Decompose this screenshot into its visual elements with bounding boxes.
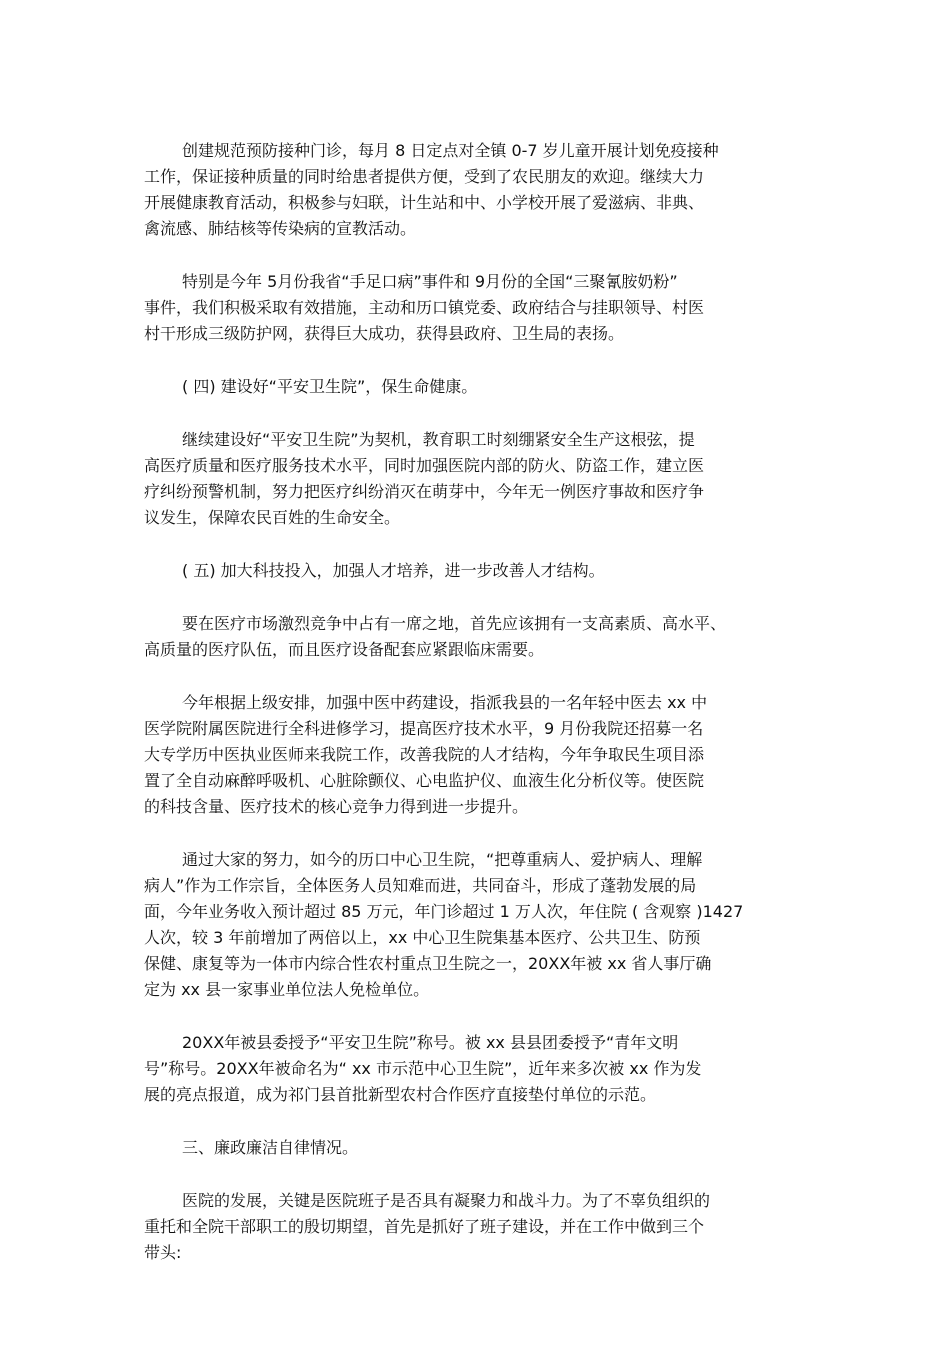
paragraph (144, 427, 809, 531)
paragraph-line: 人次，较 3 年前增加了两倍以上，xx 中心卫生院集基本医疗、公共卫生、防预 (144, 928, 701, 947)
paragraph-line: 事件，我们积极采取有效措施，主动和历口镇党委、政府结合与挂职领导、村医 (144, 298, 705, 317)
paragraph-line: 医学院附属医院进行全科进修学习，提高医疗技术水平，9 月份我院还招募一名 (144, 719, 704, 738)
paragraph-line: 创建规范预防接种门诊，每月 8 日定点对全镇 0-7 岁儿童开展计划免疫接种 (182, 141, 719, 160)
paragraph-line: 村干形成三级防护网，获得巨大成功，获得县政府、卫生局的表扬。 (144, 324, 625, 343)
paragraph-line: 重托和全院干部职工的殷切期望，首先是抓好了班子建设，并在工作中做到三个 (144, 1217, 705, 1236)
paragraph-line: 带头: (144, 1243, 182, 1262)
document-body (144, 138, 809, 1293)
paragraph-line: 置了全自动麻醉呼吸机、心脏除颤仪、心电监护仪、血液生化分析仪等。使医院 (144, 771, 705, 790)
paragraph-line: 20XX年被县委授予“平安卫生院”称号。被 xx 县县团委授予“青年文明 (182, 1033, 679, 1052)
paragraph-line: ( 四) 建设好“平安卫生院”，保生命健康。 (182, 377, 478, 396)
paragraph-line: 疗纠纷预警机制，努力把医疗纠纷消灭在萌芽中，今年无一例医疗事故和医疗争 (144, 482, 705, 501)
paragraph (144, 138, 809, 242)
paragraph (144, 611, 809, 663)
paragraph (144, 1030, 809, 1108)
paragraph-line: 医院的发展，关键是医院班子是否具有凝聚力和战斗力。为了不辜负组织的 (182, 1191, 711, 1210)
paragraph-line: 面，今年业务收入预计超过 85 万元，年门诊超过 1 万人次，年住院 ( 含观察 )1427 (144, 902, 744, 921)
paragraph-line: 病人”作为工作宗旨，全体医务人员知难而进，共同奋斗，形成了蓬勃发展的局 (144, 876, 697, 895)
paragraph-line: ( 五) 加大科技投入，加强人才培养，进一步改善人才结构。 (182, 561, 605, 580)
paragraph-line: 定为 xx 县一家事业单位法人免检单位。 (144, 980, 430, 999)
paragraph-line: 禽流感、肺结核等传染病的宣教活动。 (144, 219, 417, 238)
paragraph-line: 开展健康教育活动，积极参与妇联，计生站和中、小学校开展了爱滋病、非典、 (144, 193, 705, 212)
paragraph (144, 1135, 809, 1161)
paragraph-line: 继续建设好“平安卫生院”为契机，教育职工时刻绷紧安全生产这根弦，提 (182, 430, 695, 449)
paragraph-line: 要在医疗市场激烈竞争中占有一席之地，首先应该拥有一支高素质、高水平、 (182, 614, 727, 633)
paragraph (144, 374, 809, 400)
paragraph (144, 847, 809, 1003)
paragraph-line: 议发生，保障农民百姓的生命安全。 (144, 508, 401, 527)
paragraph-line: 特别是今年 5月份我省“手足口病”事件和 9月份的全国“三聚氰胺奶粉” (182, 272, 678, 291)
paragraph-line: 保健、康复等为一体市内综合性农村重点卫生院之一，20XX年被 xx 省人事厅确 (144, 954, 712, 973)
paragraph-line: 高质量的医疗队伍，而且医疗设备配套应紧跟临床需要。 (144, 640, 545, 659)
paragraph-line: 的科技含量、医疗技术的核心竞争力得到进一步提升。 (144, 797, 529, 816)
paragraph (144, 690, 809, 820)
paragraph-line: 展的亮点报道，成为祁门县首批新型农村合作医疗直接垫付单位的示范。 (144, 1085, 657, 1104)
paragraph-line: 大专学历中医执业医师来我院工作，改善我院的人才结构，今年争取民生项目添 (144, 745, 705, 764)
paragraph (144, 269, 809, 347)
paragraph-line: 高医疗质量和医疗服务技术水平，同时加强医院内部的防火、防盗工作，建立医 (144, 456, 705, 475)
paragraph (144, 558, 809, 584)
paragraph-line: 工作，保证接种质量的同时给患者提供方便，受到了农民朋友的欢迎。继续大力 (144, 167, 705, 186)
paragraph (144, 1188, 809, 1266)
paragraph-line: 通过大家的努力，如今的历口中心卫生院，“把尊重病人、爱护病人、理解 (182, 850, 703, 869)
paragraph-line: 今年根据上级安排，加强中医中药建设，指派我县的一名年轻中医去 xx 中 (182, 693, 708, 712)
paragraph-line: 三、廉政廉洁自律情况。 (182, 1138, 359, 1157)
paragraph-line: 号”称号。20XX年被命名为“ xx 市示范中心卫生院”，近年来多次被 xx 作为发 (144, 1059, 702, 1078)
